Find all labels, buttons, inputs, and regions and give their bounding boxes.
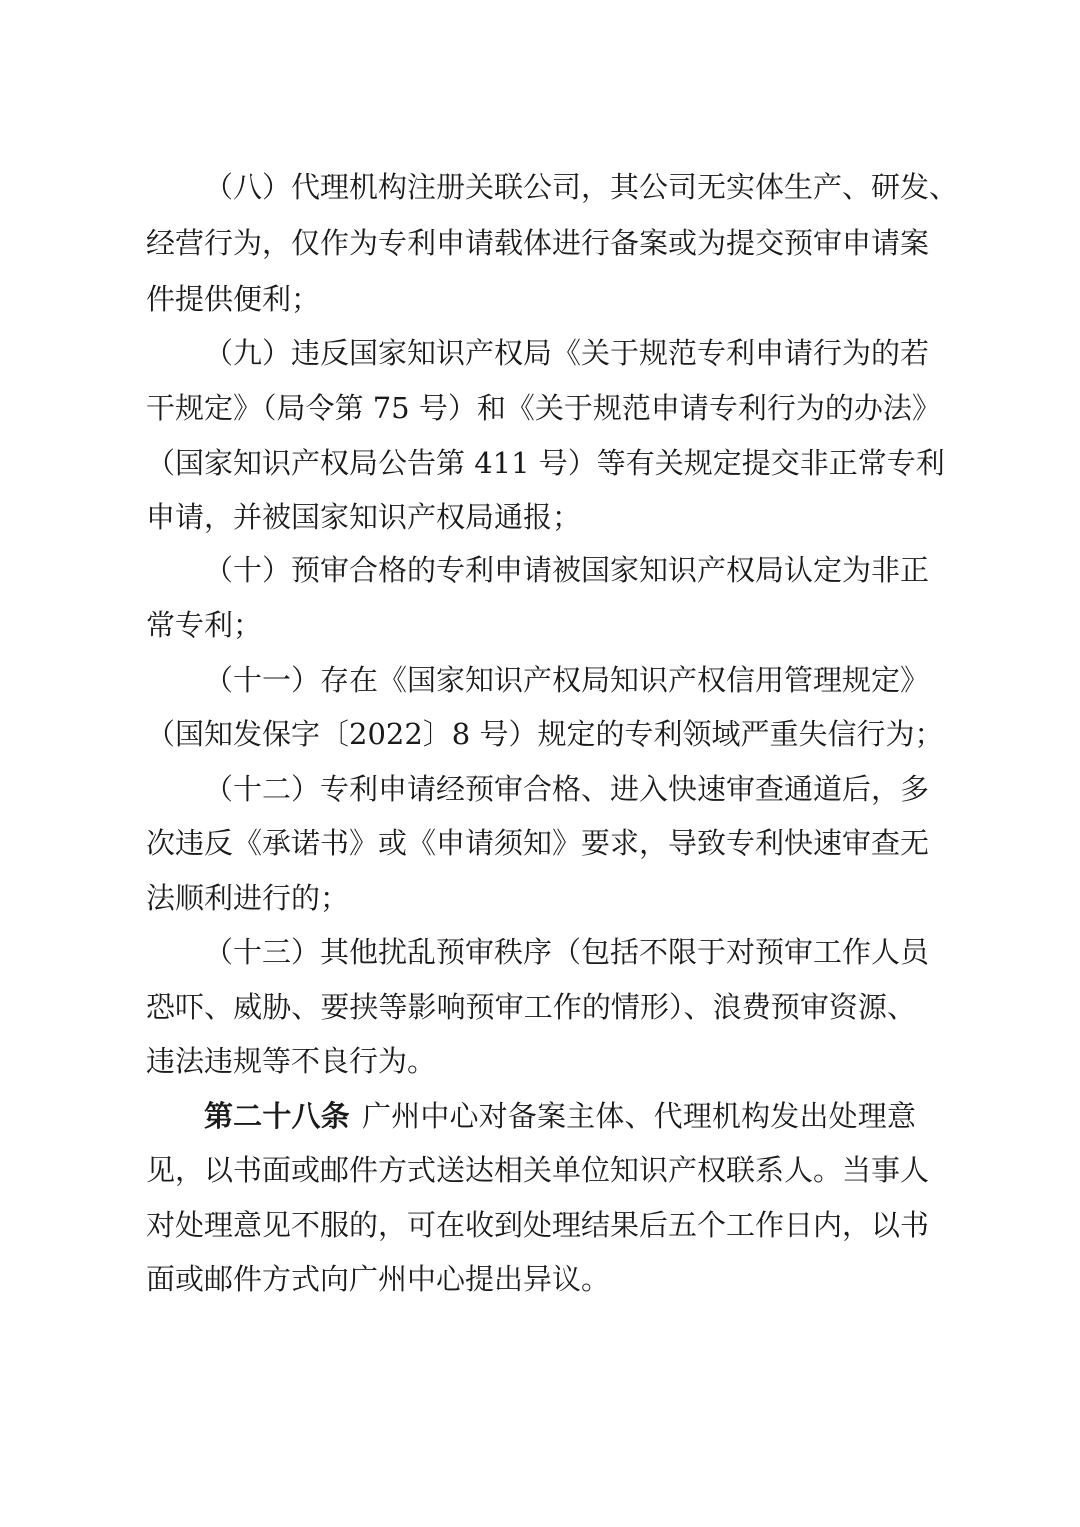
text-line: 面或邮件方式向广州中心提出异议。: [146, 1262, 611, 1296]
text-line: （国知发保字〔2022〕8 号）规定的专利领域严重失信行为；: [146, 717, 944, 751]
text-line: （国家知识产权局公告第 411 号）等有关规定提交非正常专利: [146, 446, 945, 480]
text-line: 恐吓、威胁、要挟等影响预审工作的情形）、浪费预审资源、: [146, 990, 916, 1024]
text-line: 常专利；: [146, 608, 263, 642]
text-line: （九）违反国家知识产权局《关于规范专利申请行为的若: [204, 336, 930, 370]
text-line: 违法违规等不良行为。: [146, 1044, 437, 1078]
text-line: 对处理意见不服的，可在收到处理结果后五个工作日内，以书: [146, 1208, 930, 1242]
article-line: [204, 1096, 916, 1136]
text-line: （十二）专利申请经预审合格、进入快速审查通道后，多: [204, 772, 930, 806]
text-line: （十一）存在《国家知识产权局知识产权信用管理规定》: [204, 663, 930, 697]
text-line: （八）代理机构注册关联公司，其公司无实体生产、研发、: [204, 170, 959, 204]
text-line: 法顺利进行的；: [146, 881, 350, 915]
text-line: 件提供便利；: [146, 282, 321, 316]
text-line: （十三）其他扰乱预审秩序（包括不限于对预审工作人员: [204, 935, 930, 969]
text-line: 干规定》（局令第 75 号）和《关于规范申请专利行为的办法》: [146, 391, 941, 425]
text-line: （十）预审合格的专利申请被国家知识产权局认定为非正: [204, 553, 930, 587]
text-line: 见，以书面或邮件方式送达相关单位知识产权联系人。当事人: [146, 1153, 930, 1187]
text-line: 申请，并被国家知识产权局通报；: [146, 500, 582, 534]
text-segment: 广州中心对备案主体、代理机构发出处理意: [361, 1099, 916, 1133]
article-heading: 第二十八条: [204, 1099, 350, 1133]
text-line: 经营行为，仅作为专利申请载体进行备案或为提交预审申请案: [146, 226, 930, 260]
text-line: 次违反《承诺书》或《申请须知》要求，导致专利快速审查无: [146, 826, 930, 860]
